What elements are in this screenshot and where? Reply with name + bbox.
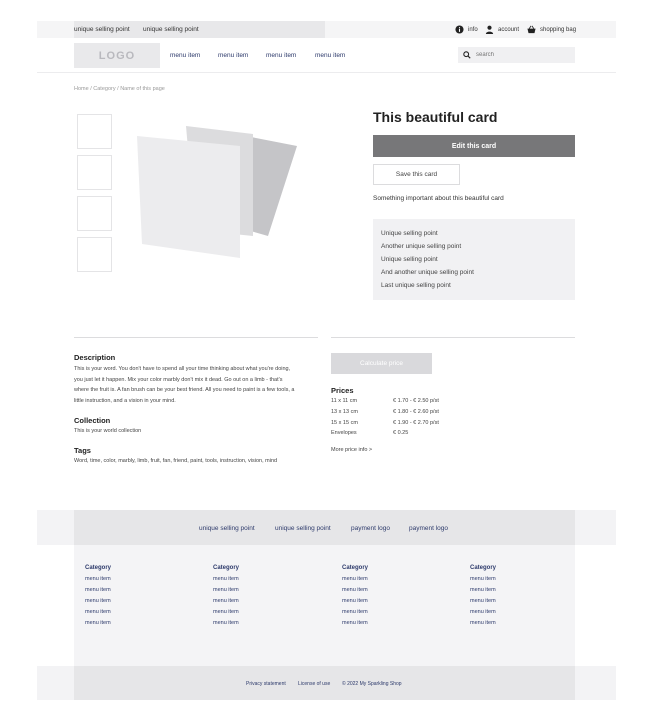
footer-menu-item[interactable]: menu item <box>213 598 239 604</box>
description-heading: Description <box>74 353 116 362</box>
footer-usp-2: unique selling point <box>275 525 331 532</box>
gallery-thumbnail-4[interactable] <box>77 237 112 272</box>
calculate-price-button[interactable]: Calculate price <box>331 353 432 374</box>
collection-text: This is your world collection <box>74 428 142 434</box>
breadcrumb-current: Name of this page <box>120 86 165 92</box>
info-label: info <box>468 26 478 33</box>
search-icon <box>463 51 471 59</box>
list-item: And another unique selling point <box>381 269 474 276</box>
account-label: account <box>498 26 520 33</box>
footer-menu-item[interactable]: menu item <box>85 598 111 604</box>
info-link[interactable] <box>455 25 478 34</box>
footer-menu-item[interactable]: menu item <box>342 620 368 626</box>
prices-heading: Prices <box>331 386 354 395</box>
gallery-thumbnail-2[interactable] <box>77 155 112 190</box>
tags-heading: Tags <box>74 446 91 455</box>
footer-category-heading: Category <box>213 565 240 571</box>
footer-menu-item[interactable]: menu item <box>342 576 368 582</box>
info-icon <box>455 25 464 34</box>
price-value: € 0.25 <box>393 430 409 436</box>
footer-category-heading: Category <box>470 565 497 571</box>
footer-menu-item[interactable]: menu item <box>85 609 111 615</box>
footer-menu-item[interactable]: menu item <box>213 609 239 615</box>
product-image <box>130 118 310 268</box>
license-of-use-link[interactable]: License of use <box>298 681 331 687</box>
user-icon <box>485 25 494 34</box>
account-link[interactable] <box>485 25 519 34</box>
footer-usp-1: unique selling point <box>199 525 255 532</box>
copyright-text: © 2022 My Sparkling Shop <box>342 681 402 687</box>
price-size: 13 x 13 cm <box>331 409 358 415</box>
footer-menu-item[interactable]: menu item <box>342 587 368 593</box>
footer-payment-logo-1: payment logo <box>351 525 391 532</box>
nav-menu-item-3[interactable]: menu item <box>266 52 297 59</box>
product-title: This beautiful card <box>373 109 498 125</box>
footer-category-heading: Category <box>342 565 369 571</box>
product-important-note: Something important about this beautiful card <box>373 195 504 202</box>
footer-category-heading: Category <box>85 565 112 571</box>
edit-card-button[interactable]: Edit this card <box>373 135 575 157</box>
footer-menu-item[interactable]: menu item <box>85 620 111 626</box>
collection-heading: Collection <box>74 416 111 425</box>
basket-icon <box>527 25 536 34</box>
nav-menu-item-2[interactable]: menu item <box>218 52 249 59</box>
description-line: little instruction, and a vision in your mind. <box>74 397 176 404</box>
shopping-bag-link[interactable] <box>527 25 576 34</box>
price-size: 11 x 11 cm <box>331 398 358 404</box>
description-line: you just let it happen. Mix your color marbly don't mix it dead. Go out on a limb - that's <box>74 376 283 383</box>
nav-menu-item-4[interactable]: menu item <box>315 52 346 59</box>
section-divider-left <box>74 337 318 338</box>
list-item: Unique selling point <box>381 256 438 263</box>
description-line: where the fruit is. A fan brush can be your best friend. All you need to paint is a few tools, a <box>74 387 295 393</box>
footer-menu-item[interactable]: menu item <box>342 598 368 604</box>
gallery-thumbnail-3[interactable] <box>77 196 112 231</box>
search-box[interactable] <box>458 47 575 63</box>
privacy-statement-link[interactable]: Privacy statement <box>246 681 286 687</box>
footer-menu-item[interactable]: menu item <box>342 609 368 615</box>
logo[interactable]: LOGO <box>74 43 160 68</box>
footer-menu-item[interactable]: menu item <box>213 587 239 593</box>
search-input[interactable] <box>476 52 566 58</box>
price-size: 15 x 15 cm <box>331 420 358 426</box>
price-size: Envelopes <box>331 430 357 436</box>
footer-menu-item[interactable]: menu item <box>470 576 496 582</box>
price-value: € 1.70 - € 2.50 p/st <box>393 398 439 404</box>
description-text <box>74 364 322 406</box>
footer-links <box>74 545 575 666</box>
breadcrumb-separator: / <box>90 86 92 92</box>
breadcrumb <box>74 86 165 92</box>
footer-menu-item[interactable]: menu item <box>85 587 111 593</box>
list-item: Last unique selling point <box>381 282 451 289</box>
tags-text: Word, time, color, marbly, limb, fruit, fan, friend, paint, tools, instruction, vision, mind <box>74 458 278 464</box>
section-divider-right <box>331 337 575 338</box>
description-line: This is your word. You don't have to spend all your time thinking about what you're doing, <box>74 366 291 372</box>
top-usp-2: unique selling point <box>143 26 199 33</box>
footer-menu-item[interactable]: menu item <box>213 576 239 582</box>
breadcrumb-category[interactable]: Category <box>93 86 116 92</box>
footer-menu-item[interactable]: menu item <box>470 620 496 626</box>
more-price-info-link[interactable]: More price info > <box>331 447 373 453</box>
footer-menu-item[interactable]: menu item <box>470 587 496 593</box>
breadcrumb-home[interactable]: Home <box>74 86 89 92</box>
footer-menu-item[interactable]: menu item <box>213 620 239 626</box>
price-value: € 1.80 - € 2.60 p/st <box>393 409 439 415</box>
footer-menu-item[interactable]: menu item <box>85 576 111 582</box>
top-usp-1: unique selling point <box>74 26 130 33</box>
shopping-bag-label: shopping bag <box>540 26 577 33</box>
footer-menu-item[interactable]: menu item <box>470 609 496 615</box>
save-card-button[interactable]: Save this card <box>373 164 460 185</box>
header-divider <box>37 72 616 73</box>
list-item: Another unique selling point <box>381 243 462 250</box>
breadcrumb-separator: / <box>117 86 119 92</box>
footer-payment-logo-2: payment logo <box>409 525 449 532</box>
footer-menu-item[interactable]: menu item <box>470 598 496 604</box>
nav-menu-item-1[interactable]: menu item <box>170 52 201 59</box>
gallery-thumbnail-1[interactable] <box>77 114 112 149</box>
list-item: Unique selling point <box>381 230 438 237</box>
product-usp-list <box>373 219 575 300</box>
price-value: € 1.90 - € 2.70 p/st <box>393 420 439 426</box>
